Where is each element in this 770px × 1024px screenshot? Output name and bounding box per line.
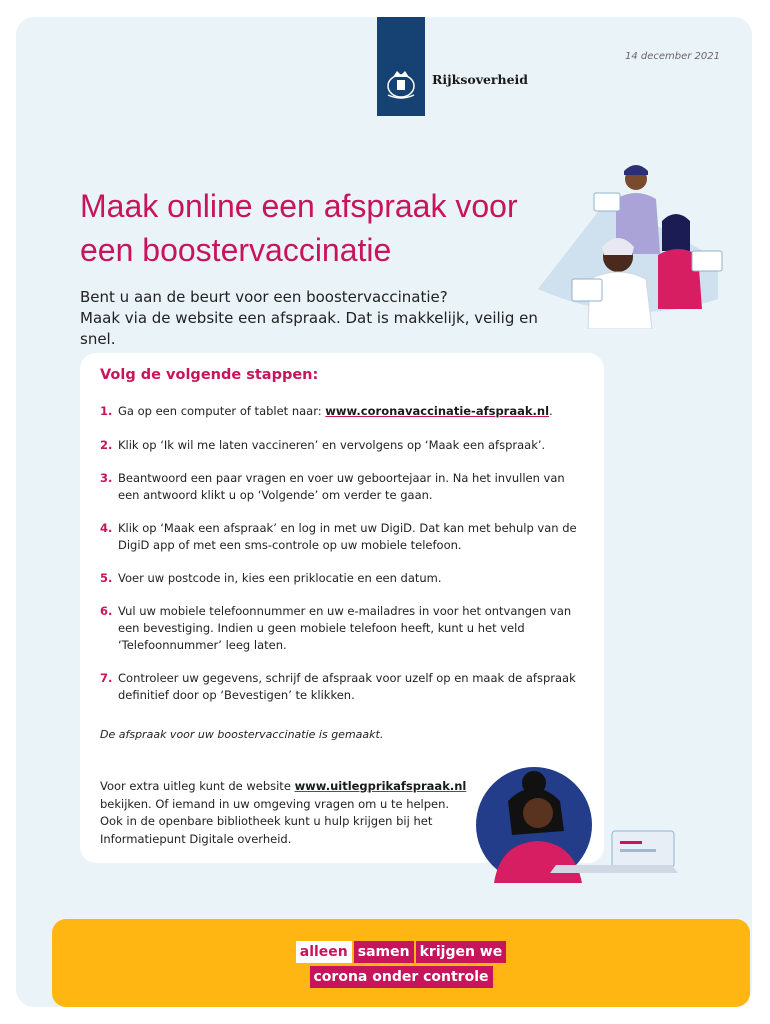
step-number: 1. bbox=[100, 404, 113, 418]
crest-icon bbox=[383, 67, 419, 101]
slogan-banner bbox=[52, 919, 750, 1007]
brand-name: Rijksoverheid bbox=[432, 72, 529, 87]
steps-heading: Volg de volgende stappen: bbox=[100, 367, 319, 383]
document-date: 14 december 2021 bbox=[624, 51, 720, 62]
slogan-word-samen: samen bbox=[354, 941, 414, 963]
step-list bbox=[100, 403, 580, 704]
slogan-words-corona: corona onder controle bbox=[310, 966, 493, 988]
woman-with-laptop-illustration bbox=[472, 761, 682, 886]
step-number: 7. bbox=[100, 671, 113, 685]
step-text: Klik op ‘Maak een afspraak’ en log in met uw DigiD. Dat kan met behulp van de DigiD app of met een sms-controle op uw mobiele telefoon. bbox=[118, 521, 577, 552]
rijksoverheid-logo bbox=[377, 17, 425, 116]
vaccination-appointment-link[interactable]: www.coronavaccinatie-afspraak.nl bbox=[325, 404, 550, 418]
slogan-line-1 bbox=[52, 941, 750, 963]
step-item bbox=[100, 670, 580, 704]
step-text: Beantwoord een paar vragen en voer uw geboortejaar in. Na het invullen van een antwoord klikt u op ‘Volgende’ om verder te gaan. bbox=[118, 471, 565, 502]
people-with-tablets-illustration bbox=[528, 159, 728, 329]
intro-line-2: Maak via de website een afspraak. Dat is makkelijk, veilig en snel. bbox=[80, 309, 538, 348]
slogan-word-krijgen-we: krijgen we bbox=[416, 941, 507, 963]
page-card bbox=[16, 17, 752, 1007]
step-item bbox=[100, 470, 580, 504]
intro-text bbox=[80, 287, 550, 350]
page-title: Maak online een afspraak voor een boostervaccinatie bbox=[80, 188, 518, 268]
extra-help-text: Voor extra uitleg kunt de website www.uitlegprikafspraak.nl bekijken. Of iemand in uw omgeving vragen om u te helpen. Ook in de openbare bibliotheek kunt u hulp krijgen bij het Informatiepunt Digitale overheid. bbox=[100, 779, 467, 846]
step-text: Klik op ‘Ik wil me laten vaccineren’ en vervolgens op ‘Maak een afspraak’. bbox=[118, 438, 546, 452]
slogan-word-alleen: alleen bbox=[296, 941, 352, 963]
slogan-line-2 bbox=[52, 966, 750, 988]
step-number: 6. bbox=[100, 604, 113, 618]
step-item: 1. Ga op een computer of tablet naar: www.coronavaccinatie-afspraak.nl. bbox=[100, 404, 553, 418]
step-text: Voer uw postcode in, kies een priklocatie en een datum. bbox=[118, 571, 442, 585]
step-item bbox=[100, 603, 580, 654]
step-number: 5. bbox=[100, 571, 113, 585]
step-item bbox=[100, 437, 580, 454]
step-number: 3. bbox=[100, 471, 113, 485]
step-number: 4. bbox=[100, 521, 113, 535]
step-number: 2. bbox=[100, 438, 113, 452]
step-item bbox=[100, 520, 580, 554]
explanation-link[interactable]: www.uitlegprikafspraak.nl bbox=[294, 779, 467, 793]
step-text: Vul uw mobiele telefoonnummer en uw e-mailadres in voor het ontvangen van een bevestiging. Indien u geen mobiele telefoon heeft, kunt u het veld ‘Telefoonnummer’ leeg laten. bbox=[118, 604, 572, 652]
completion-note: De afspraak voor uw boostervaccinatie is gemaakt. bbox=[100, 728, 384, 741]
step-text: Controleer uw gegevens, schrijf de afspraak voor uzelf op en maak de afspraak definitief door op ‘Bevestigen’ te klikken. bbox=[118, 671, 576, 702]
step-item bbox=[100, 570, 580, 587]
intro-line-1: Bent u aan de beurt voor een boostervaccinatie? bbox=[80, 288, 448, 306]
